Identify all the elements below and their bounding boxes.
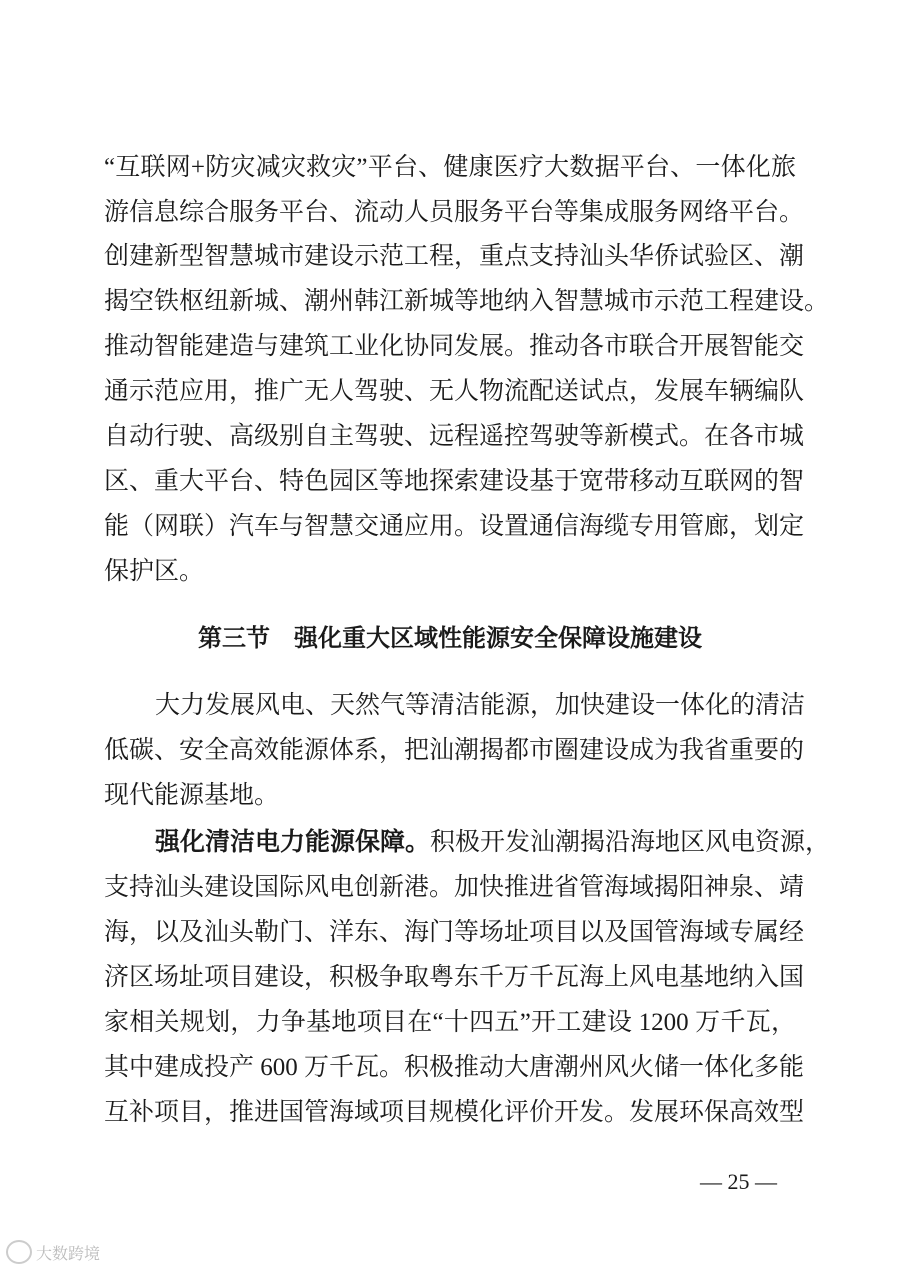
text-line: 推动智能建造与建筑工业化协同发展。推动各市联合开展智能交: [104, 333, 805, 360]
section-heading: 第三节 强化重大区域性能源安全保障设施建设: [198, 624, 702, 652]
text-line: 通示范应用，推广无人驾驶、无人物流配送试点，发展车辆编队: [104, 378, 805, 405]
text-line: 现代能源基地。: [104, 782, 280, 809]
text-line: 低碳、安全高效能源体系，把汕潮揭都市圈建设成为我省重要的: [104, 737, 805, 764]
paragraph-lead: 强化清洁电力能源保障。: [155, 829, 431, 856]
text-line: 自动行驶、高级别自主驾驶、远程遥控驾驶等新模式。在各市城: [104, 423, 805, 450]
text-line: 家相关规划，力争基地项目在“十四五”开工建设 1200 万千瓦，: [104, 1009, 796, 1036]
text-line: 大力发展风电、天然气等清洁能源，加快建设一体化的清洁: [155, 692, 806, 719]
text-line: 游信息综合服务平台、流动人员服务平台等集成服务网络平台。: [104, 199, 805, 226]
text-line: 能（网联）汽车与智慧交通应用。设置通信海缆专用管廊，划定: [104, 513, 805, 540]
text-span: 积极开发汕潮揭沿海地区风电资源，: [430, 829, 831, 856]
text-line: 保护区。: [104, 558, 205, 585]
text-line: 其中建成投产 600 万千瓦。积极推动大唐潮州风火储一体化多能: [104, 1054, 805, 1081]
watermark-text: 大数跨境: [36, 1243, 101, 1263]
page-number: — 25 —: [700, 1169, 777, 1194]
text-line: [155, 828, 831, 858]
text-line: 支持汕头建设国际风电创新港。加快推进省管海域揭阳神泉、靖: [104, 874, 805, 901]
text-line: “互联网+防灾减灾救灾”平台、健康医疗大数据平台、一体化旅: [104, 154, 796, 181]
text-line: 创建新型智慧城市建设示范工程，重点支持汕头华侨试验区、潮: [104, 243, 805, 270]
text-line: 互补项目，推进国管海域项目规模化评价开发。发展环保高效型: [104, 1099, 805, 1126]
text-line: 海，以及汕头勒门、洋东、海门等场址项目以及国管海域专属经: [104, 919, 805, 946]
watermark: [6, 1240, 100, 1264]
watermark-logo-icon: [6, 1240, 32, 1264]
text-line: 济区场址项目建设，积极争取粤东千万千瓦海上风电基地纳入国: [104, 964, 805, 991]
text-line: 区、重大平台、特色园区等地探索建设基于宽带移动互联网的智: [104, 468, 805, 495]
text-line: 揭空铁枢纽新城、潮州韩江新城等地纳入智慧城市示范工程建设。: [104, 288, 830, 315]
